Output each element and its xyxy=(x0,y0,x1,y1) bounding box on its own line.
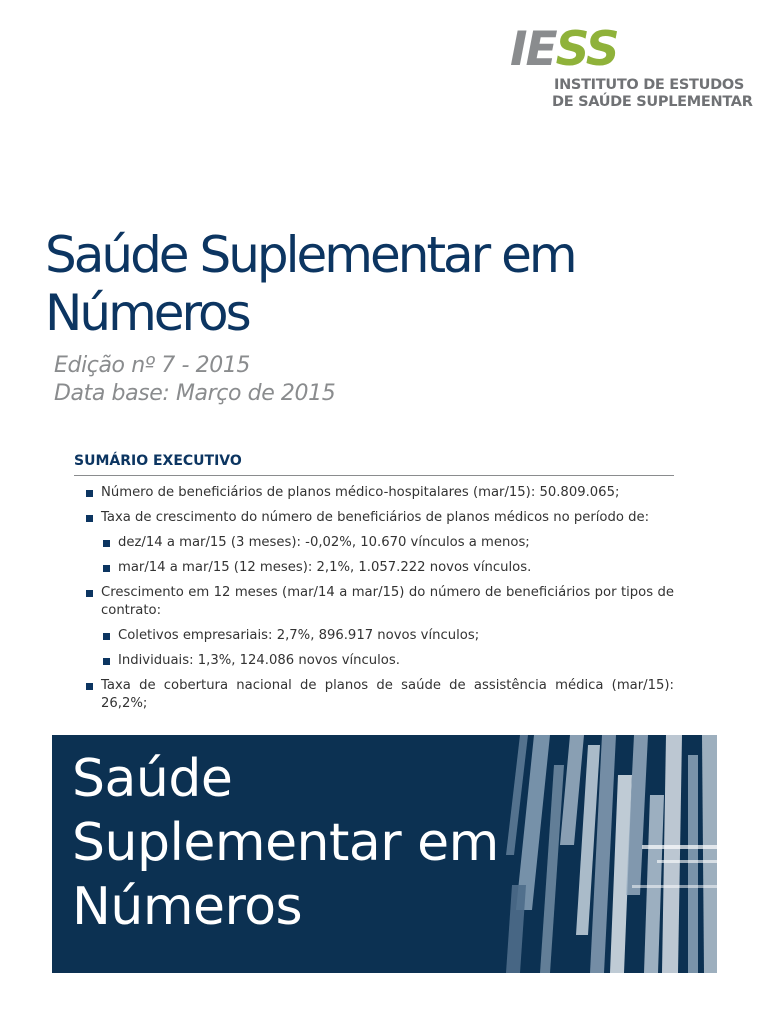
summary-item-text: Individuais: 1,3%, 124.086 novos vínculos. xyxy=(118,653,400,668)
edition-number: Edição nº 7 - 2015 xyxy=(54,353,251,378)
summary-subitem xyxy=(74,652,674,670)
edition-date-base: Data base: Março de 2015 xyxy=(54,381,336,406)
square-bullet-icon xyxy=(86,515,93,522)
square-bullet-icon xyxy=(86,590,93,597)
summary-item-text: mar/14 a mar/15 (12 meses): 2,1%, 1.057.222 novos vínculos. xyxy=(118,560,532,575)
logo-mark-ie: IE xyxy=(510,22,556,77)
summary-item-text: Crescimento em 12 meses (mar/14 a mar/15) do número de beneficiários por tipos de contrato: xyxy=(101,585,674,618)
document-title-line1: Saúde Suplementar em xyxy=(45,226,575,284)
summary-subitem xyxy=(74,534,674,552)
logo-subtitle-line2: DE SAÚDE SUPLEMENTAR xyxy=(552,94,753,110)
banner-title-line3: Números xyxy=(72,877,303,937)
logo-mark xyxy=(510,22,618,77)
square-bullet-icon xyxy=(86,683,93,690)
summary-item xyxy=(74,677,674,713)
summary-item-text: Número de beneficiários de planos médico-hospitalares (mar/15): 50.809.065; xyxy=(101,485,620,500)
summary-item-text: Coletivos empresariais: 2,7%, 896.917 novos vínculos; xyxy=(118,628,480,643)
square-bullet-icon xyxy=(103,540,110,547)
executive-summary xyxy=(74,451,674,713)
logo-subtitle-line1: INSTITUTO DE ESTUDOS xyxy=(554,77,744,93)
square-bullet-icon xyxy=(103,565,110,572)
summary-subitem xyxy=(74,559,674,577)
logo-mark-ss: SS xyxy=(555,22,618,77)
abstract-stripes-graphic xyxy=(492,735,717,973)
square-bullet-icon xyxy=(86,490,93,497)
iess-logo xyxy=(510,22,753,116)
banner-title xyxy=(72,747,499,939)
summary-item xyxy=(74,584,674,620)
summary-item-text: Taxa de crescimento do número de beneficiários de planos médicos no período de: xyxy=(101,510,650,525)
square-bullet-icon xyxy=(103,658,110,665)
banner-title-line2: Suplementar em xyxy=(72,813,499,873)
cover-banner xyxy=(52,735,717,973)
edition-info xyxy=(54,352,335,408)
banner-title-line1: Saúde xyxy=(72,749,233,809)
square-bullet-icon xyxy=(103,633,110,640)
document-title xyxy=(45,226,685,342)
summary-subitem xyxy=(74,627,674,645)
summary-item-text: Taxa de cobertura nacional de planos de saúde de assistência médica (mar/15): 26,2%; xyxy=(101,678,674,711)
summary-item-text: dez/14 a mar/15 (3 meses): -0,02%, 10.670 vínculos a menos; xyxy=(118,535,530,550)
document-title-line2: Números xyxy=(45,284,249,342)
summary-item xyxy=(74,484,674,502)
summary-item xyxy=(74,509,674,527)
summary-heading: SUMÁRIO EXECUTIVO xyxy=(74,451,674,476)
